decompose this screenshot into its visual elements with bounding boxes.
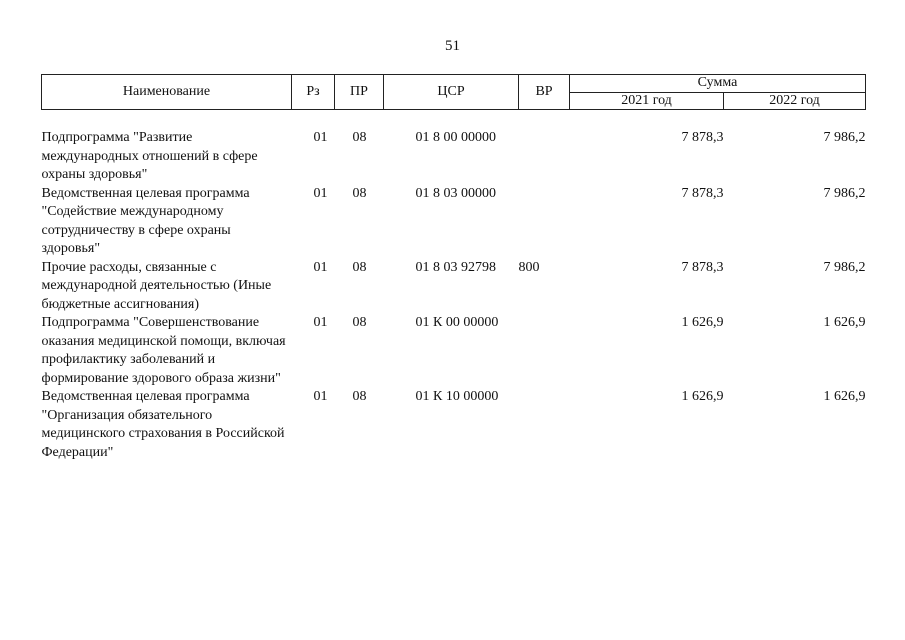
row-csr: 01 К 10 00000 xyxy=(415,389,499,404)
header-sum: Сумма xyxy=(570,75,866,93)
row-name: Ведомственная целевая программа "Содействие международному сотрудничеству в сфере охраны здоровья" xyxy=(41,185,250,256)
table-header xyxy=(42,75,866,110)
header-year-2021: 2021 год xyxy=(570,92,724,110)
row-pr: 08 xyxy=(352,259,367,275)
row-name: Подпрограмма "Развитие международных отношений в сфере охраны здоровья" xyxy=(41,130,258,182)
row-amount-2021: 7 878,3 xyxy=(681,130,724,145)
row-rz: 01 xyxy=(313,185,328,201)
row-rz: 01 xyxy=(313,259,328,275)
table-row xyxy=(42,259,866,315)
header-vr: ВР xyxy=(519,75,570,110)
row-csr: 01 К 00 00000 xyxy=(415,315,499,330)
row-csr: 01 8 03 92798 xyxy=(415,259,496,275)
row-vr xyxy=(519,388,570,462)
table-body xyxy=(42,110,866,463)
row-name: Подпрограмма "Совершенствование оказания медицинской помощи, включая профилактику заболеваний и формирование здорового образа жизни" xyxy=(41,315,286,386)
row-name: Прочие расходы, связанные с международной деятельностью (Иные бюджетные ассигнования) xyxy=(41,259,272,312)
row-amount-2022: 1 626,9 xyxy=(823,389,866,404)
row-name: Ведомственная целевая программа "Организация обязательного медицинского страхования в Российской Федерации" xyxy=(41,389,285,460)
row-amount-2021: 7 878,3 xyxy=(681,259,724,275)
row-amount-2022: 7 986,2 xyxy=(823,185,866,201)
header-csr: ЦСР xyxy=(384,75,519,110)
row-rz: 01 xyxy=(313,315,328,330)
row-rz: 01 xyxy=(313,130,328,145)
header-name: Наименование xyxy=(42,75,292,110)
table-row xyxy=(42,185,866,259)
row-amount-2021: 1 626,9 xyxy=(681,315,724,330)
row-amount-2021: 7 878,3 xyxy=(681,185,724,201)
table-row xyxy=(42,129,866,185)
row-csr: 01 8 00 00000 xyxy=(415,130,496,145)
row-rz: 01 xyxy=(313,389,328,404)
row-amount-2022: 7 986,2 xyxy=(823,259,866,275)
header-rz: Рз xyxy=(292,75,335,110)
row-pr: 08 xyxy=(352,185,367,201)
budget-table xyxy=(41,74,866,462)
row-amount-2022: 1 626,9 xyxy=(823,315,866,330)
header-year-2022: 2022 год xyxy=(724,92,866,110)
row-vr xyxy=(519,314,570,388)
table-row xyxy=(42,388,866,462)
table-row xyxy=(42,314,866,388)
page-number: 51 xyxy=(445,38,460,54)
row-pr: 08 xyxy=(352,315,367,330)
row-csr: 01 8 03 00000 xyxy=(415,185,496,201)
row-vr xyxy=(519,185,570,259)
row-pr: 08 xyxy=(352,389,367,404)
row-vr xyxy=(519,129,570,185)
header-pr: ПР xyxy=(335,75,384,110)
row-vr: 800 xyxy=(518,259,540,275)
row-pr: 08 xyxy=(352,130,367,145)
row-amount-2022: 7 986,2 xyxy=(823,130,866,145)
row-amount-2021: 1 626,9 xyxy=(681,389,724,404)
